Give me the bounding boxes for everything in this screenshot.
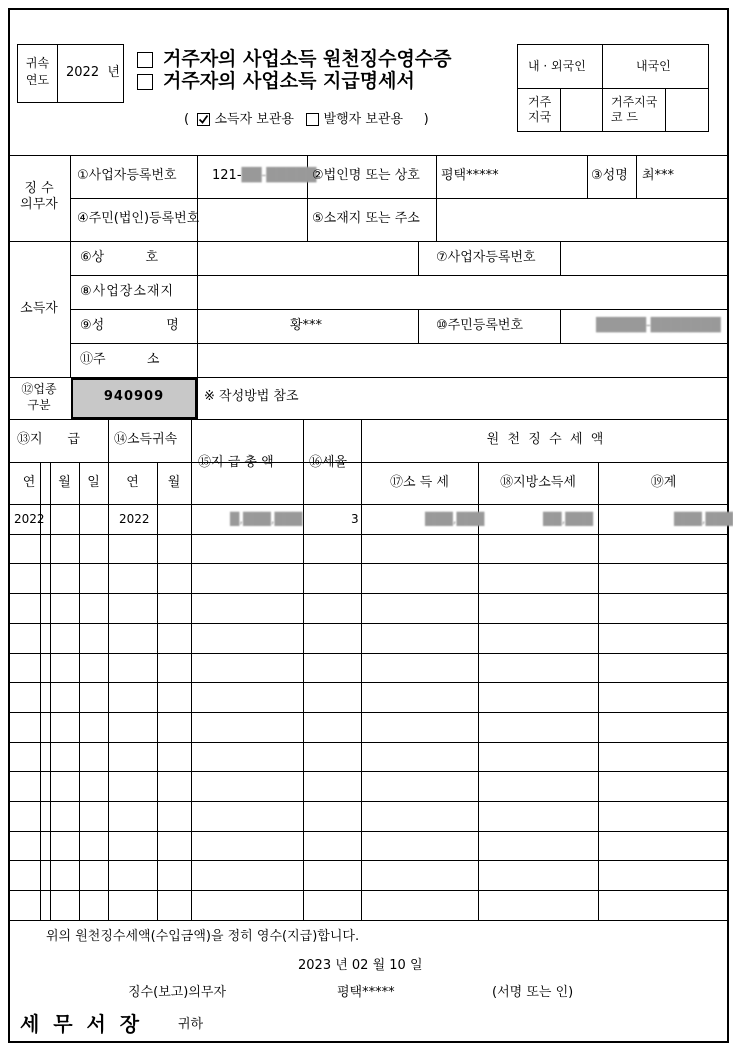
form-frame bbox=[8, 8, 729, 1043]
payer-sign-value: 평택***** bbox=[337, 985, 395, 1000]
residence-label: 거주 지국 bbox=[528, 95, 552, 124]
table-row-line bbox=[8, 801, 729, 802]
col-pay-month: 월 bbox=[58, 475, 71, 490]
row-income-tax: ███,███ bbox=[425, 512, 485, 526]
payer-biz-no: 121-██-█████ bbox=[212, 168, 317, 183]
payment-date-label: ⑬지 급 bbox=[17, 432, 80, 447]
residence-code-label: 거주지국 코 드 bbox=[611, 95, 658, 124]
checkbox-statement[interactable] bbox=[137, 74, 153, 90]
col-income-tax: ⑰소 득 세 bbox=[390, 475, 449, 490]
tax-office-suffix: 귀하 bbox=[178, 1017, 204, 1032]
earner-name: 황*** bbox=[290, 318, 323, 333]
col-local-tax: ⑱지방소득세 bbox=[500, 475, 576, 490]
table-row-line bbox=[8, 831, 729, 832]
earner-address-label: ⑪주 소 bbox=[80, 352, 160, 367]
row-total: █,███,███ bbox=[230, 512, 303, 526]
industry-note: ※ 작성방법 참조 bbox=[204, 389, 299, 404]
checkbox-issuer-copy[interactable] bbox=[306, 113, 319, 126]
earner-name-label: ⑨성 명 bbox=[80, 318, 179, 333]
row-sum: ███,███ bbox=[674, 512, 733, 526]
table-row-line bbox=[8, 771, 729, 772]
table-row-line bbox=[8, 534, 729, 535]
sign-label: (서명 또는 인) bbox=[492, 985, 574, 1000]
statement: 위의 원천징수세액(수입금액)을 정히 영수(지급)합니다. bbox=[46, 929, 360, 944]
income-year-label: ⑭소득귀속 bbox=[114, 432, 178, 447]
industry-label: ⑫업종 구분 bbox=[21, 382, 57, 412]
payer-section-label: 징 수 의무자 bbox=[20, 181, 58, 212]
title-line-2: 거주자의 사업소득 지급명세서 bbox=[137, 70, 415, 92]
earner-biz-address-label: ⑧사업장소재지 bbox=[80, 284, 175, 299]
row-local-tax: ██,███ bbox=[543, 512, 593, 526]
payer-corp-name-label: ②법인명 또는 상호 bbox=[312, 168, 420, 183]
col-pay-day: 일 bbox=[87, 475, 100, 490]
year-value: 2022 년 bbox=[66, 65, 120, 80]
tax-office: 세 무 서 장 bbox=[20, 1012, 140, 1036]
checkbox-receipt[interactable] bbox=[137, 52, 153, 68]
total-label: ⑮지 급 총 액 bbox=[198, 455, 274, 470]
check-icon bbox=[198, 114, 209, 125]
table-row-line bbox=[8, 920, 729, 921]
col-sum: ⑲계 bbox=[650, 475, 677, 490]
payer-name: 최*** bbox=[642, 168, 675, 183]
withholding-label: 원 천 징 수 세 액 bbox=[486, 432, 604, 447]
earner-biz-no-label: ⑦사업자등록번호 bbox=[436, 250, 536, 265]
table-row-line bbox=[8, 682, 729, 683]
table-row-line bbox=[8, 563, 729, 564]
nationality-value: 내국인 bbox=[636, 59, 671, 73]
industry-code: 940909 bbox=[103, 389, 165, 404]
earner-resident-no: █████-███████ bbox=[596, 318, 721, 333]
table-row-line bbox=[8, 653, 729, 654]
payer-reg-no-label: ④주민(법인)등록번호 bbox=[77, 211, 200, 226]
earner-section-label: 소득자 bbox=[20, 301, 58, 316]
payer-address-label: ⑤소재지 또는 주소 bbox=[312, 211, 420, 226]
col-inc-month: 월 bbox=[167, 475, 181, 490]
nationality-label: 내 · 외국인 bbox=[528, 59, 586, 73]
table-row-line bbox=[8, 742, 729, 743]
row-rate: 3 bbox=[351, 512, 359, 526]
payer-biz-no-label: ①사업자등록번호 bbox=[77, 168, 177, 183]
table-row-line bbox=[8, 712, 729, 713]
col-inc-year: 연 bbox=[126, 475, 139, 490]
payer-name-label: ③성명 bbox=[591, 168, 628, 183]
earner-resident-no-label: ⑩주민등록번호 bbox=[436, 318, 524, 333]
table-row-line bbox=[8, 623, 729, 624]
payer-corp-name: 평택***** bbox=[441, 168, 499, 183]
row-pay-year: 2022 bbox=[14, 512, 45, 526]
table-row-line bbox=[8, 860, 729, 861]
row-inc-year: 2022 bbox=[119, 512, 150, 526]
year-label: 귀속 연도 bbox=[25, 56, 50, 87]
checkbox-income-copy[interactable] bbox=[197, 113, 210, 126]
issue-date: 2023 년 02 월 10 일 bbox=[298, 958, 423, 973]
payer-sign-label: 징수(보고)의무자 bbox=[128, 985, 227, 1000]
col-pay-year: 연 bbox=[22, 475, 36, 490]
title-line-1: 거주자의 사업소득 원천징수영수증 bbox=[137, 48, 452, 70]
table-row-line bbox=[8, 593, 729, 594]
earner-trade-name-label: ⑥상 호 bbox=[80, 250, 159, 265]
rate-label: ⑯세율 bbox=[309, 455, 348, 470]
table-row-line bbox=[8, 890, 729, 891]
copy-type: ( 소득자 보관용 발행자 보관용 ) bbox=[184, 112, 429, 127]
